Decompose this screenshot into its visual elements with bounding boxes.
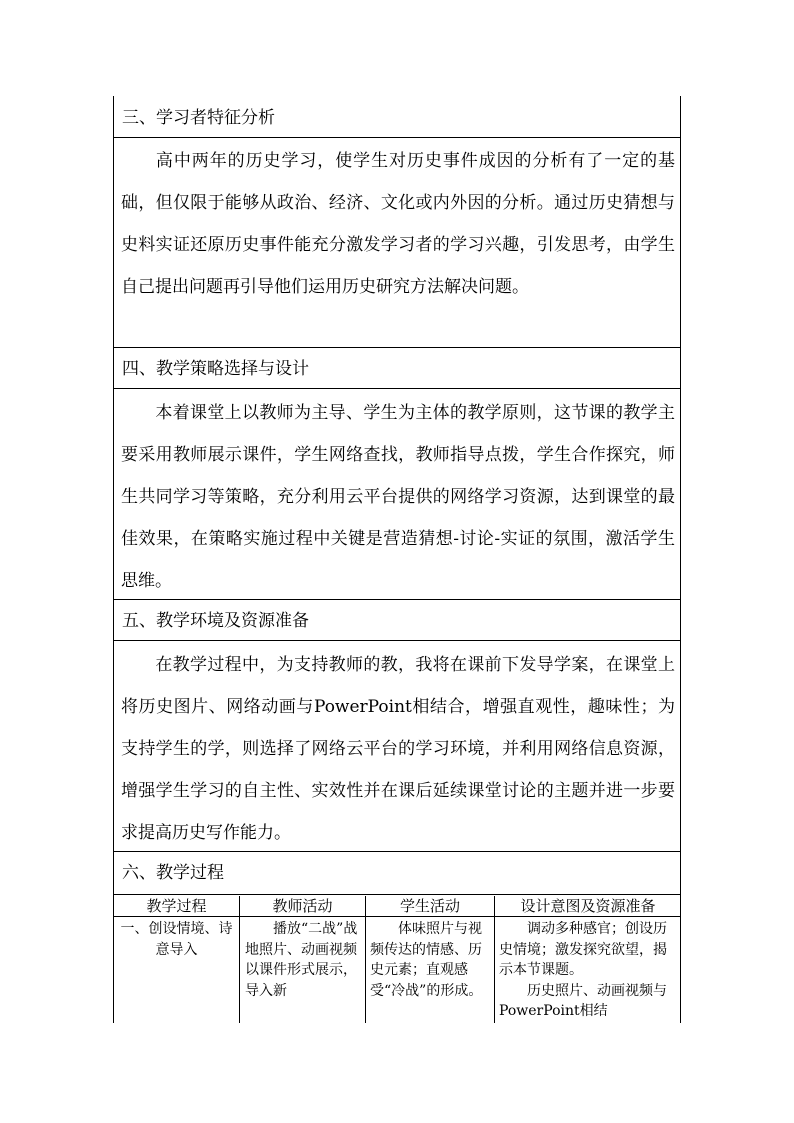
environment-paragraph [121,644,675,854]
table-cell-teacher [245,919,361,1001]
row-divider [114,916,680,917]
row-divider [114,388,680,389]
teacher-activity-text: 播放“二战”战地照片、动画视频以课件形式展示，导入新 [245,921,358,999]
lesson-plan-table [113,96,681,1023]
row-divider [114,894,680,895]
table-cell-intent [499,919,677,1022]
environment-text: 在教学过程中，为支持教师的教，我将在课前下发导学案，在课堂上将历史图片、网络动画与PowerPoint相结合，增强直观性，趣味性；为支持学生的学，则选择了网络云平台的学习环境，并利用网络信息资源，增强学生学习的自主性、实效性并在课后延续课堂讨论的主题并进一步要求提高历史写作能力。 [121,655,675,843]
table-cell-student [370,919,490,1001]
row-divider [114,640,680,641]
section-heading-learner-analysis: 三、学习者特征分析 [122,108,275,128]
row-divider [114,347,680,348]
table-header-teacher: 教师活动 [272,897,333,915]
learner-analysis-text: 高中两年的历史学习，使学生对历史事件成因的分析有了一定的基础，但仅限于能够从政治、经济、文化或内外因的分析。通过历史猜想与史料实证还原历史事件能充分激发学习者的学习兴趣，引发思考，由学生自己提出问题再引导他们运用历史研究方法解决问题。 [121,151,675,297]
section-heading-process: 六、教学过程 [122,863,224,883]
section-heading-strategy: 四、教学策略选择与设计 [122,359,309,379]
table-header-student: 学生活动 [399,897,460,915]
row-divider [114,851,680,852]
learner-analysis-paragraph [121,140,675,308]
resource-text: 历史照片、动画视频与PowerPoint相结 [499,982,667,1019]
table-cell-process: 一、创设情境、诗意导入 [120,921,233,958]
row-divider [114,137,680,138]
table-header-intent: 设计意图及资源准备 [520,897,656,915]
student-activity-text: 体味照片与视频传达的情感、历史元素；直观感受“冷战”的形成。 [370,921,483,999]
strategy-paragraph [121,392,675,602]
table-header-process: 教学过程 [146,897,207,915]
intent-text: 调动多种感官；创设历史情境；激发探究欲望，揭示本节课题。 [499,921,667,978]
row-divider [114,599,680,600]
section-heading-environment: 五、教学环境及资源准备 [122,611,309,631]
strategy-text: 本着课堂上以教师为主导、学生为主体的教学原则，这节课的教学主要采用教师展示课件，学生网络查找，教师指导点拨，学生合作探究，师生共同学习等策略，充分利用云平台提供的网络学习资源，达到课堂的最佳效果，在策略实施过程中关键是营造猜想-讨论-实证的氛围，激活学生思维。 [121,403,675,591]
